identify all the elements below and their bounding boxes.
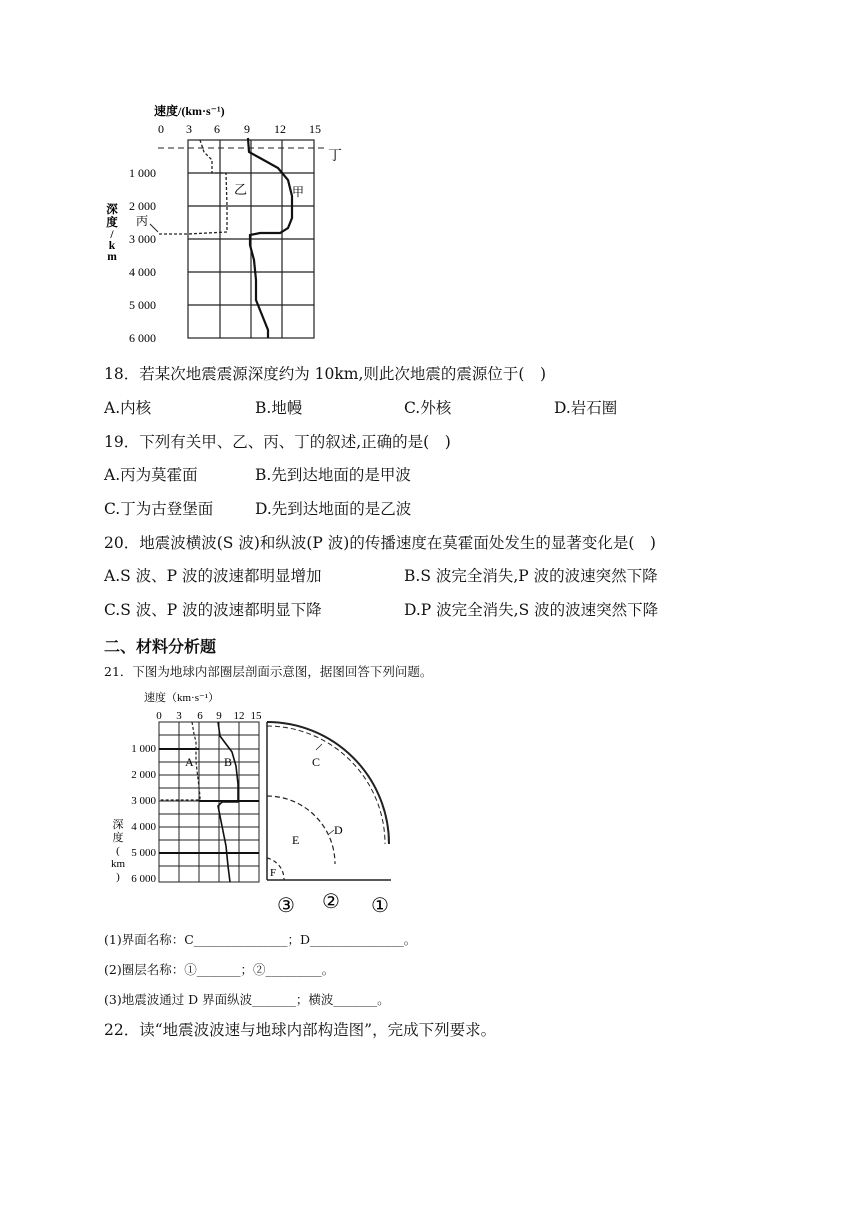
moho-dashed-boundary	[267, 726, 385, 844]
y-tick: 3 000	[131, 795, 156, 807]
label-a: A	[185, 755, 194, 769]
svg-text:): )	[116, 871, 120, 883]
wave-b-solid-curve	[218, 722, 238, 882]
crust-outer-boundary	[267, 722, 389, 844]
wave-jia-solid-curve	[248, 138, 292, 338]
gutenberg-dashed-boundary	[267, 796, 335, 864]
circle-2: ②	[322, 891, 340, 913]
question-22-stem: 22．读“地震波波速与地球内部构造图”，完成下列要求。	[104, 1021, 497, 1039]
x-tick: 6	[214, 122, 220, 136]
x-tick: 3	[186, 122, 192, 136]
svg-text:km: km	[110, 858, 126, 870]
y-tick: 4 000	[131, 821, 156, 833]
y-tick-labels	[131, 743, 156, 885]
question-21-stem: 21．下图为地球内部圈层剖面示意图，据图回答下列问题。	[104, 664, 433, 679]
x-tick: 12	[233, 710, 245, 722]
seismic-wave-speed-figure	[100, 100, 350, 350]
earth-layers-diagram	[267, 722, 391, 880]
svg-text:度: 度	[106, 217, 118, 229]
label-yi: 乙	[234, 182, 248, 197]
y-tick: 1 000	[131, 743, 156, 755]
question-21-sub-1: (1)界面名称：C_______________；D_______________。	[104, 932, 417, 947]
x-tick: 15	[309, 122, 321, 136]
y-tick: 1 000	[129, 166, 156, 180]
x-tick: 0	[156, 710, 162, 722]
x-tick: 0	[158, 122, 164, 136]
q18-option-c: C.外核	[404, 399, 452, 417]
y-tick: 5 000	[131, 847, 156, 859]
question-21-sub-2: (2)圈层名称：①_______；②_________。	[104, 962, 335, 977]
q18-option-d: D.岩石圈	[554, 399, 618, 417]
y-tick: 6 000	[131, 873, 156, 885]
circle-1: ①	[371, 895, 389, 917]
y-tick: 2 000	[131, 769, 156, 781]
question-20-stem: 20．地震波横波(S 波)和纵波(P 波)的传播速度在莫霍面处发生的显著变化是( )	[104, 534, 656, 552]
x-tick: 9	[244, 122, 250, 136]
svg-text:深: 深	[106, 204, 118, 216]
y-tick: 5 000	[129, 298, 156, 312]
q19-option-b: B.先到达地面的是甲波	[255, 466, 411, 484]
label-ding: 丁	[328, 149, 342, 164]
wave-yi-dashed-curve	[158, 140, 227, 234]
label-bing: 丙	[136, 214, 149, 228]
section-2-heading: 二、材料分析题	[104, 637, 217, 656]
question-18-stem: 18．若某次地震震源深度约为 10km,则此次地震的震源位于( )	[104, 365, 546, 383]
svg-text:度: 度	[112, 832, 124, 844]
label-e: E	[292, 833, 300, 847]
question-19-stem: 19．下列有关甲、乙、丙、丁的叙述,正确的是( )	[104, 433, 451, 451]
q19-option-d: D.先到达地面的是乙波	[255, 500, 412, 518]
speed-axis-label: 速度（km·s⁻¹）	[144, 692, 220, 704]
q18-option-a: A.内核	[104, 399, 152, 417]
svg-text:深: 深	[112, 819, 124, 831]
x-tick: 6	[197, 710, 203, 722]
q20-option-c: C.S 波、P 波的波速都明显下降	[104, 601, 322, 619]
q20-option-a: A.S 波、P 波的波速都明显增加	[104, 567, 322, 585]
depth-axis-label	[111, 818, 126, 883]
q20-option-b: B.S 波完全消失,P 波的波速突然下降	[404, 567, 658, 585]
svg-text:(: (	[116, 845, 120, 857]
x-tick-labels	[158, 122, 321, 136]
q18-option-b: B.地幔	[255, 399, 303, 417]
y-tick: 4 000	[129, 265, 156, 279]
depth-axis-label	[106, 202, 118, 263]
earth-interior-section-figure	[104, 686, 404, 920]
label-d: D	[334, 823, 343, 837]
circle-3: ③	[277, 895, 295, 917]
y-tick: 2 000	[129, 199, 156, 213]
x-tick: 9	[216, 710, 222, 722]
layer-number-labels	[277, 891, 389, 917]
y-tick: 3 000	[129, 232, 156, 246]
svg-text:/: /	[110, 229, 114, 241]
label-f: F	[270, 867, 277, 879]
x-tick: 3	[176, 710, 182, 722]
y-tick-labels	[129, 166, 156, 345]
x-tick: 15	[250, 710, 262, 722]
x-tick: 12	[274, 122, 286, 136]
bing-pointer	[150, 224, 158, 232]
label-c: C	[312, 755, 321, 769]
speed-axis-label: 速度/(km·s⁻¹)	[154, 104, 225, 118]
y-tick: 6 000	[129, 331, 156, 345]
svg-text:k: k	[108, 240, 116, 252]
label-jia: 甲	[292, 185, 305, 199]
c-pointer	[316, 744, 322, 750]
x-tick-labels	[156, 710, 262, 722]
q20-option-d: D.P 波完全消失,S 波的波速突然下降	[404, 601, 659, 619]
q19-option-c: C.丁为古登堡面	[104, 500, 214, 518]
question-21-sub-3: (3)地震波通过 D 界面纵波_______；横波_______。	[104, 992, 390, 1007]
svg-text:m: m	[107, 251, 117, 263]
q19-option-a: A.丙为莫霍面	[104, 466, 198, 484]
label-b: B	[224, 755, 233, 769]
